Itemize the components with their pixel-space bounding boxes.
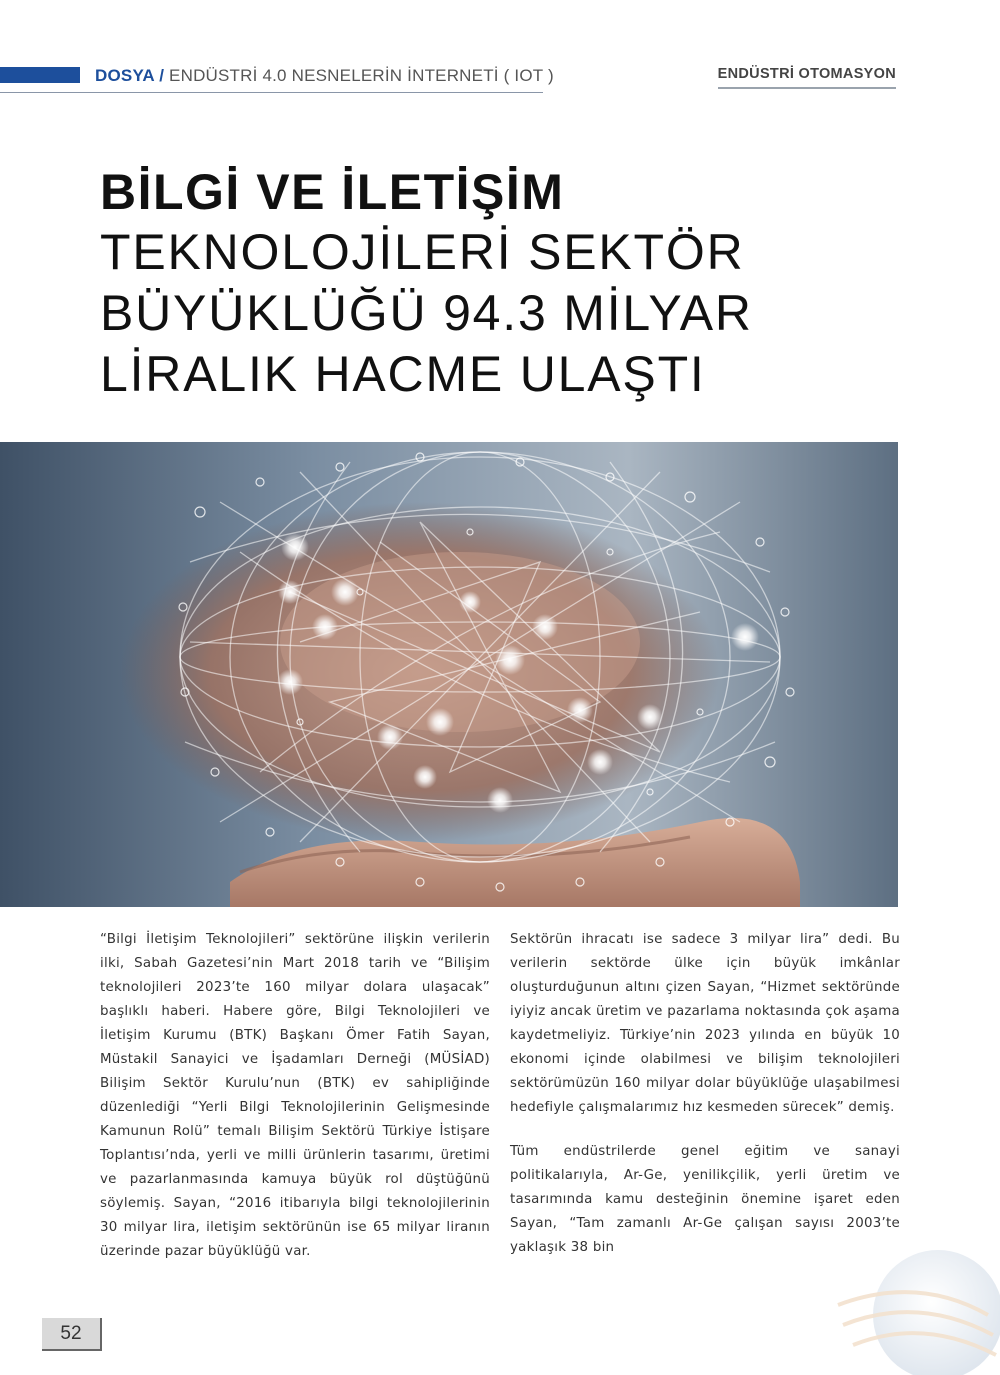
title-line-4: LİRALIK HACME ULAŞTI <box>100 346 706 402</box>
section-breadcrumb <box>95 66 554 86</box>
title-line-1: BİLGİ VE İLETİŞİM <box>100 164 565 220</box>
article-paragraph: Tüm endüstrilerde genel eğitim ve sanayi politikalarıyla, Ar-Ge, yenilikçilik, yerli üretim ve tasarımında kamu desteğinin önemine işaret eden Sayan, “Tam zamanlı Ar-Ge çalışan sayısı 2003’te yaklaşık 38 bin <box>510 1144 900 1255</box>
breadcrumb-separator: / <box>154 66 170 85</box>
hero-image <box>0 442 898 907</box>
header-rule <box>0 92 543 93</box>
topic-label: ENDÜSTRİ 4.0 NESNELERİN İNTERNETİ ( IOT ) <box>169 66 554 85</box>
decorative-globe-icon <box>828 1245 1000 1375</box>
network-globe-hand-image <box>0 442 898 907</box>
title-line-3: BÜYÜKLÜĞÜ 94.3 MİLYAR <box>100 285 753 341</box>
article-paragraph: “Bilgi İletişim Teknolojileri” sektörüne ilişkin verilerin ilki, Sabah Gazetesi’nin Mart 2018 tarih ve “Bilişim teknolojileri 2023’te 160 milyar dolara ulaşacak” başlıklı haberi. Habere göre, Bilgi Teknolojileri ve İletişim Kurumu (BTK) Başkanı Ömer Fatih Sayan, Müstakil Sanayici ve İşadamları Derneği (MÜSİAD) Bilişim Sektör Kurulu’nun (BTK) ev sahipliğinde düzenlediği “Yerli Bilgi Teknolojilerinin Gelişmesinde Kamunun Rolü” temalı Bilişim Sektörü Türkiye İstişare Toplantısı’nda, yerli ve milli ürünlerin tasarımı, üretimi ve pazarlanmasında kamuya büyük rol düştüğünü söylemiş. Sayan, “2016 itibarıyla bilgi teknolojilerinin 30 milyar lira, iletişim sektörünün ise 65 milyar liranın üzerinde pazar büyüklüğü var. <box>100 932 490 1259</box>
article-title <box>100 162 960 405</box>
magazine-name: ENDÜSTRİ OTOMASYON <box>718 66 896 89</box>
article-column-left <box>100 928 490 1284</box>
section-label: DOSYA <box>95 66 155 85</box>
article-paragraph: Sektörün ihracatı ise sadece 3 milyar lira” dedi. Bu verilerin sektörde ülke için büyük imkânlar oluşturduğunun altını çizen Sayan, “Hizmet sektöründe iyiyiz ancak üretim ve pazarlama noktasında çok aşama kaydetmeliyiz. Türkiye’nin 2023 yılında en büyük 10 ekonomi içinde olabilmesi ve bilişim teknolojileri sektörümüzün 160 milyar dolar büyüklüğe ulaşabilmesi hedefiyle çalışmalarımız hız kesmeden sürecek” demiş. <box>510 932 900 1115</box>
title-line-2: TEKNOLOJİLERİ SEKTÖR <box>100 224 745 280</box>
article-column-right <box>510 928 900 1280</box>
header-accent-bar <box>0 67 80 83</box>
page-number-box <box>42 1318 102 1351</box>
page-number: 52 <box>60 1323 82 1344</box>
